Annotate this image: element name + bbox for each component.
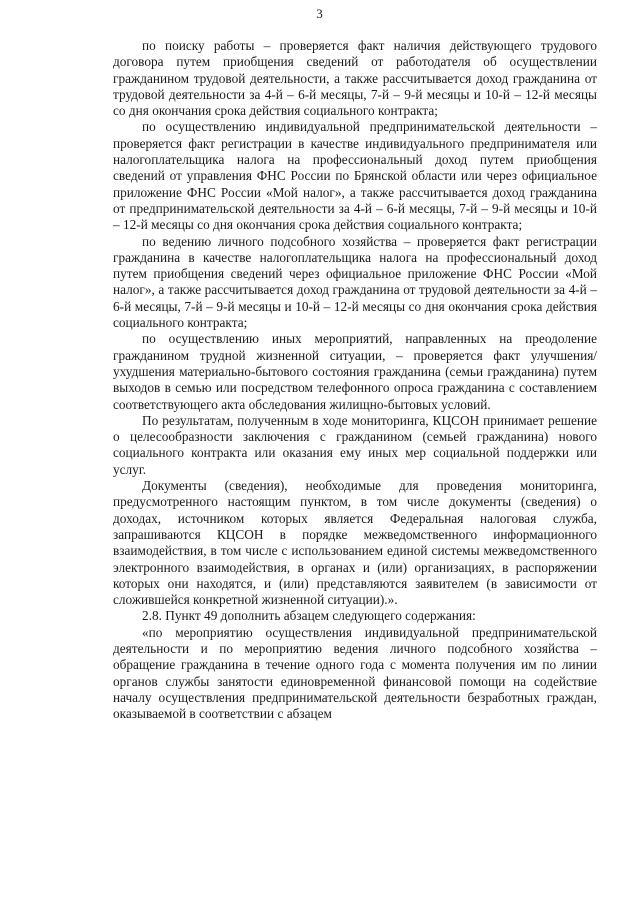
paragraph-documents: Документы (сведения), необходимые для проведения мониторинга, предусмотренного настоящим пунктом, в том числе документы (сведения) о доходах, источником которых является Федеральная налоговая служба, запрашиваются КЦСОН в порядке межведомственного информационного взаимодействия, в том числе с использованием единой системы межведомственного электронного взаимодействия, в органах и (или) организациях, в распоряжении которых они находятся, и (или) представляются заявителем (в зависимости от сложившейся конкретной жизненной ситуации).». (113, 478, 597, 608)
paragraph-quoted-text: «по мероприятию осуществления индивидуальной предпринимательской деятельности и по мероприятию ведения личного подсобного хозяйства – обращение гражданина в течение одного года с момента получения им по линии органов службы занятости единовременной финансовой помощи на содействие началу осуществления предпринимательской деятельности безработных граждан, оказываемой в соответствии с абзацем (113, 624, 597, 722)
page-number: 3 (316, 6, 323, 21)
paragraph-amendment-2-8: 2.8. Пункт 49 дополнить абзацем следующего содержания: (142, 608, 476, 624)
paragraph-other-measures: по осуществлению иных мероприятий, направленных на преодоление гражданином трудной жизненной ситуации, – проверяется факт улучшения/ ухудшения материально-бытового состояния гражданина (семьи гражданина) путем выходов в семью или посредством телефонного опроса гражданина с составлением соответствующего акта обследования жилищно-бытовых условий. (113, 331, 597, 412)
paragraph-job-search: по поиску работы – проверяется факт наличия действующего трудового договора путем приобщения сведений от работодателя об осуществлении гражданином трудовой деятельности, а также рассчитывается доход гражданина от трудовой деятельности за 4-й – 6-й месяцы, 7-й – 9-й месяцы и 10-й – 12-й месяцы со дня окончания срока действия социального контракта; (113, 38, 597, 119)
paragraph-subsidiary-farming: по ведению личного подсобного хозяйства – проверяется факт регистрации гражданина в качестве налогоплательщика налога на профессиональный доход путем приобщения сведений через официальное приложение ФНС России «Мой налог», а также рассчитывается доход гражданина от трудовой деятельности за 4-й – 6-й месяцы, 7-й – 9-й месяцы и 10-й – 12-й месяцы со дня окончания срока действия социального контракта; (113, 233, 597, 331)
document-body (113, 38, 597, 722)
paragraph-monitoring-results: По результатам, полученным в ходе мониторинга, КЦСОН принимает решение о целесообразности заключения с гражданином (семьей гражданина) нового социального контракта или оказания ему иных мер социальной поддержки или услуг. (113, 412, 597, 477)
paragraph-entrepreneurship: по осуществлению индивидуальной предпринимательской деятельности – проверяется факт регистрации в качестве индивидуального предпринимателя или налогоплательщика налога на профессиональный доход путем приобщения сведений от управления ФНС России по Брянской области или через официальное приложение ФНС России «Мой налог», а также рассчитывается доход гражданина от предпринимательской деятельности за 4-й – 6-й месяцы, 7-й – 9-й месяцы и 10-й – 12-й месяцы со дня окончания срока действия социального контракта; (113, 119, 597, 233)
